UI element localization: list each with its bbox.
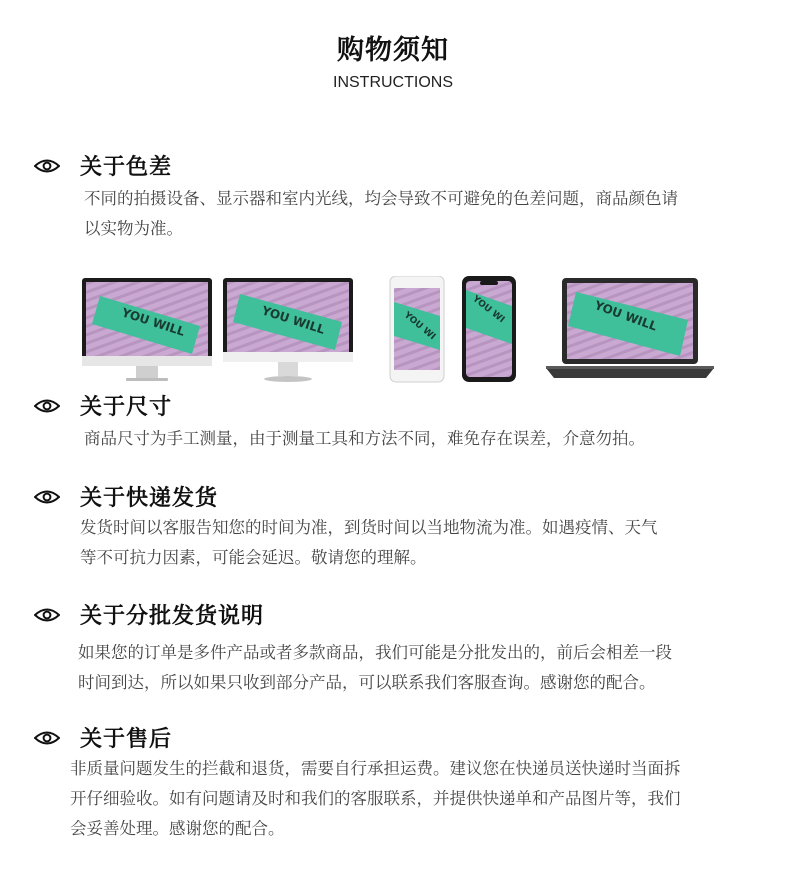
eye-icon: [34, 489, 60, 505]
section-aftersales-heading: [34, 722, 172, 753]
svg-text:YOU WI: YOU WI: [470, 294, 507, 326]
phone-black-device: [462, 276, 516, 382]
text-line: 商品尺寸为手工测量，由于测量工具和方法不同，难免存在误差，介意勿拍。: [84, 429, 645, 448]
page-subtitle: INSTRUCTIONS: [333, 74, 453, 91]
imac-device: [82, 278, 212, 381]
text-line: 发货时间以客服告知您的时间为准，到货时间以当地物流为准。如遇疫情、天气: [80, 518, 658, 537]
section-shipping-heading: [34, 481, 218, 512]
section-shipping-body: [80, 513, 658, 573]
section-batch-body: [78, 638, 672, 698]
text-line: 时间到达，所以如果只收到部分产品，可以联系我们客服查询。感谢您的配合。: [78, 673, 656, 692]
section-size-heading: [34, 390, 172, 421]
section-heading-label: 关于售后: [80, 727, 173, 752]
text-line: 非质量问题发生的拦截和退货，需要自行承担运费。建议您在快递员送快递时当面拆: [70, 759, 681, 778]
svg-text:YOU WI: YOU WI: [401, 310, 438, 343]
text-line: 等不可抗力因素，可能会延迟。敬请您的理解。: [80, 548, 427, 567]
device-color-illustration: [80, 276, 720, 386]
section-size-body: [84, 424, 645, 454]
page-title: 购物须知: [337, 35, 449, 66]
monitor-device: [223, 278, 353, 382]
text-line: 会妥善处理。感谢您的配合。: [70, 819, 285, 838]
svg-text:YOU WILL: YOU WILL: [120, 305, 187, 339]
text-line: 如果您的订单是多件产品或者多款商品，我们可能是分批发出的，前后会相差一段: [78, 643, 672, 662]
section-aftersales-body: [70, 754, 681, 844]
phone-white-device: [390, 276, 444, 382]
eye-icon: [34, 730, 60, 746]
laptop-device: [546, 278, 714, 378]
section-batch-heading: [34, 599, 264, 630]
eye-icon: [34, 607, 60, 623]
section-heading-label: 关于分批发货说明: [80, 604, 265, 629]
eye-icon: [34, 158, 60, 174]
section-heading-label: 关于快递发货: [80, 486, 219, 511]
text-line: 以实物为准。: [84, 219, 183, 238]
section-color-body: [84, 184, 678, 244]
section-color-heading: [34, 150, 172, 181]
eye-icon: [34, 398, 60, 414]
text-line: 不同的拍摄设备、显示器和室内光线，均会导致不可避免的色差问题，商品颜色请: [84, 189, 678, 208]
svg-text:YOU WILL: YOU WILL: [260, 303, 327, 337]
svg-text:YOU WILL: YOU WILL: [592, 298, 659, 334]
section-heading-label: 关于色差: [80, 155, 173, 180]
section-heading-label: 关于尺寸: [80, 395, 173, 420]
text-line: 开仔细验收。如有问题请及时和我们的客服联系，并提供快递单和产品图片等，我们: [70, 789, 681, 808]
